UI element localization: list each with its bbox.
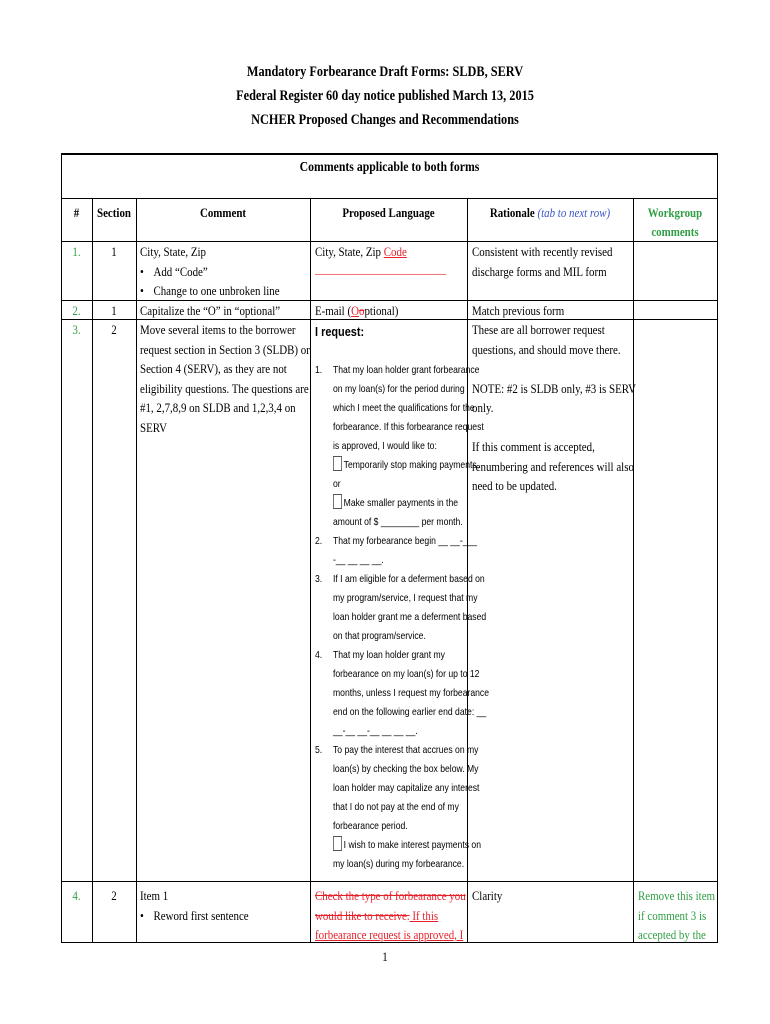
request-item-line: months, unless I request my forbearance [333,687,490,699]
doc-title-line3: NCHER Proposed Changes and Recommendations [251,112,519,128]
row-comment-line: SERV [140,420,168,435]
row-rationale: Consistent with recently revised [472,244,613,259]
bullet-icon: • [140,264,144,279]
request-item-line: forbearance period. [333,820,408,832]
row-comment-line: eligibility questions. The questions are [140,381,309,396]
request-item-line: which I meet the qualifications for the [333,402,475,414]
row-proposed: E-mail (Ooptional) [315,303,399,318]
row-rationale: Match previous form [472,303,565,318]
row-rationale: discharge forms and MIL form [472,264,607,279]
request-item-line: amount of $ ________ per month. [333,516,463,528]
row-comment-line: Move several items to the borrower [140,322,296,337]
col-header-workgroup: Workgroup [647,205,703,220]
request-item-number: 2. [315,535,323,547]
i-request-heading: I request: [315,324,365,339]
workgroup-comment-line: if comment 3 is [638,908,707,923]
row-number: 3. [72,322,81,337]
option-interest-payments: I wish to make interest payments on [333,836,481,855]
row-rationale: Clarity [472,888,503,903]
request-item-line: If I am eligible for a deferment based on [333,573,485,585]
request-item-line: on that program/service. [333,630,426,642]
proposed-inserted-text: forbearance request is approved, I [315,927,464,942]
row-number: 2. [72,303,81,318]
row-rationale-line: questions, and should move there. [472,342,621,357]
row-comment-bullet: • Add “Code” [140,262,208,282]
row-comment: Capitalize the “O” in “optional” [140,303,281,318]
request-item-number: 3. [315,573,323,585]
row-section: 2 [111,322,117,337]
request-item-number: 1. [315,364,323,376]
request-item-line: is approved, I would like to: [333,440,437,452]
rationale-header-label: Rationale [489,205,535,220]
row-comment: Item 1 [140,888,169,903]
row-rationale-line: These are all borrower request [472,322,605,337]
proposed-struck-text: Check the type of forbearance you [315,888,466,903]
request-item-line: or [333,478,341,490]
request-item-line: loan holder grant me a deferment based [333,611,487,623]
request-item-line: That my forbearance begin __ __-___ [333,535,478,547]
col-header-proposed-language: Proposed Language [342,205,435,220]
request-item-line: forbearance. If this forbearance request [333,421,484,433]
request-item-line: that I do not pay at the end of my [333,801,459,813]
row-number: 4. [72,888,81,903]
row-comment-bullet: • Reword first sentence [140,906,249,926]
row-comment-bullet: • Change to one unbroken line [140,281,280,301]
doc-title-line2: Federal Register 60 day notice published March 13, 2015 [236,88,534,104]
row-proposed-blank: ________________________ [315,261,447,276]
col-header-rationale [480,203,619,223]
option-smaller-payments: Make smaller payments in the [333,494,458,513]
bullet-icon: • [140,908,144,923]
request-item-line: To pay the interest that accrues on my [333,744,479,756]
request-item-line: That my loan holder grant my [333,649,445,661]
request-item-line: on my loan(s) for the period during [333,383,465,395]
table-section-heading: Comments applicable to both forms [299,160,480,175]
request-item-line: That my loan holder grant forbearance [333,364,480,376]
row-proposed: City, State, Zip Code [315,244,407,259]
request-item-number: 5. [315,744,323,756]
page-number: 1 [382,949,388,964]
request-item-line: -__ __ __ __. [333,554,384,566]
request-item-line: end on the following earlier end date: __ [333,706,487,718]
checkbox-icon[interactable] [333,456,342,471]
request-item-line: my program/service, I request that my [333,592,478,604]
row-comment-line: #1, 2,7,8,9 on SLDB and 1,2,3,4 on [140,400,296,415]
proposed-edit: would like to receive. If this [315,908,439,923]
bullet-icon: • [140,283,144,298]
doc-title-line1: Mandatory Forbearance Draft Forms: SLDB, SERV [246,64,524,80]
row-section: 1 [111,244,117,259]
row-number: 1. [72,244,81,259]
col-header-number: # [73,205,80,220]
checkbox-icon[interactable] [333,494,342,509]
request-item-number: 4. [315,649,323,661]
request-item-line: loan holder may capitalize any interest [333,782,480,794]
workgroup-comment-line: Remove this item [638,888,716,903]
row-rationale-line: renumbering and references will also [472,459,634,474]
request-item-line: __-__ __-__ __ __ __. [333,725,418,737]
col-header-workgroup-2: comments [651,224,699,239]
request-item-line: my loan(s) during my forbearance. [333,858,465,870]
row-section: 2 [111,888,117,903]
row-rationale-line: If this comment is accepted, [472,439,595,454]
row-rationale-line: NOTE: #2 is SLDB only, #3 is SERV [472,381,637,396]
checkbox-icon[interactable] [333,836,342,851]
row-rationale-line: need to be updated. [472,478,557,493]
row-comment: City, State, Zip [140,244,207,259]
request-item-line: forbearance on my loan(s) for up to 12 [333,668,480,680]
workgroup-comment-line: accepted by the [638,927,706,942]
col-header-comment: Comment [199,205,247,220]
row-comment-line: request section in Section 3 (SLDB) or [140,342,310,357]
rationale-header-note: (tab to next row) [537,205,611,220]
row-section: 1 [111,303,117,318]
row-rationale-line: only. [472,400,494,415]
row-comment-line: Section 4 (SERV), as they are not [140,361,287,376]
col-header-section: Section [97,205,131,220]
request-item-line: loan(s) by checking the box below. My [333,763,479,775]
option-stop-payments: Temporarily stop making payments, [333,456,479,475]
